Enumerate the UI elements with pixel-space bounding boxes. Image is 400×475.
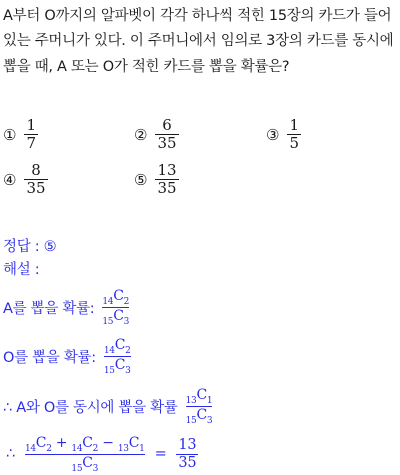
- numerator: 1: [26, 116, 36, 134]
- result-numerator: 13: [178, 437, 197, 454]
- combination-13c1: $_{13}C_1$: [185, 387, 213, 406]
- combination-sum: $_{14}C_2 + _{14}C_2 - _{13}C_1$: [24, 435, 145, 454]
- step-2-fraction: [104, 337, 131, 376]
- step-1: [3, 288, 129, 327]
- step-3: [3, 387, 212, 426]
- equals-sign: =: [154, 446, 167, 463]
- result-fraction: [176, 437, 198, 471]
- option-1[interactable]: [3, 117, 38, 153]
- numerator: 8: [31, 161, 41, 179]
- option-5[interactable]: [134, 162, 179, 198]
- question-line-3: 뽑을 때, A 또는 O가 적힌 카드를 뽑을 확률은?: [3, 59, 290, 75]
- option-2[interactable]: [134, 117, 179, 153]
- option-4[interactable]: [3, 162, 48, 198]
- option-marker: ⑤: [134, 170, 148, 189]
- option-fraction: [155, 117, 178, 153]
- step-1-fraction: [102, 288, 129, 327]
- step-3-text: ∴ A와 O를 동시에 뽑을 확률: [3, 399, 178, 416]
- option-marker: ③: [266, 125, 280, 144]
- denominator: 35: [157, 134, 177, 153]
- answer-label: 정답 : ⑤: [3, 239, 57, 255]
- step-4: [6, 435, 198, 474]
- therefore-symbol: ∴: [6, 446, 15, 463]
- step-3-fraction: [186, 387, 213, 426]
- denominator: 7: [26, 134, 36, 153]
- denominator: 35: [157, 179, 177, 198]
- result-denominator: 35: [178, 454, 197, 471]
- option-fraction: [24, 117, 38, 153]
- denominator: 35: [26, 179, 46, 198]
- combination-15c3: $_{15}C_3$: [103, 356, 131, 376]
- option-3[interactable]: [266, 117, 301, 153]
- question-line-1: A부터 O까지의 알파벳이 각각 하나씩 적힌 15장의 카드가 들어: [3, 8, 392, 24]
- step-1-text: A를 뽑을 확률:: [3, 300, 95, 317]
- question-line-2: 있는 주머니가 있다. 이 주머니에서 임의로 3장의 카드를 동시에: [3, 33, 394, 49]
- option-marker: ④: [3, 170, 17, 189]
- combination-15c3: $_{15}C_3$: [71, 454, 99, 474]
- option-marker: ②: [134, 125, 148, 144]
- numerator: 6: [162, 116, 172, 134]
- numerator: 13: [157, 161, 177, 179]
- step-4-fraction: [25, 435, 145, 474]
- combination-14c2: $_{14}C_2$: [102, 288, 130, 307]
- combination-15c3: $_{15}C_3$: [102, 307, 130, 327]
- option-fraction: [287, 117, 301, 153]
- option-fraction: [24, 162, 47, 198]
- step-2-text: O를 뽑을 확률:: [3, 349, 96, 366]
- option-fraction: [155, 162, 178, 198]
- option-marker: ①: [3, 125, 17, 144]
- explanation-label: 해설 :: [3, 262, 40, 278]
- denominator: 5: [289, 134, 299, 153]
- numerator: 1: [289, 116, 299, 134]
- combination-15c3: $_{15}C_3$: [185, 406, 213, 426]
- step-2: [3, 337, 131, 376]
- combination-14c2: $_{14}C_2$: [103, 337, 131, 356]
